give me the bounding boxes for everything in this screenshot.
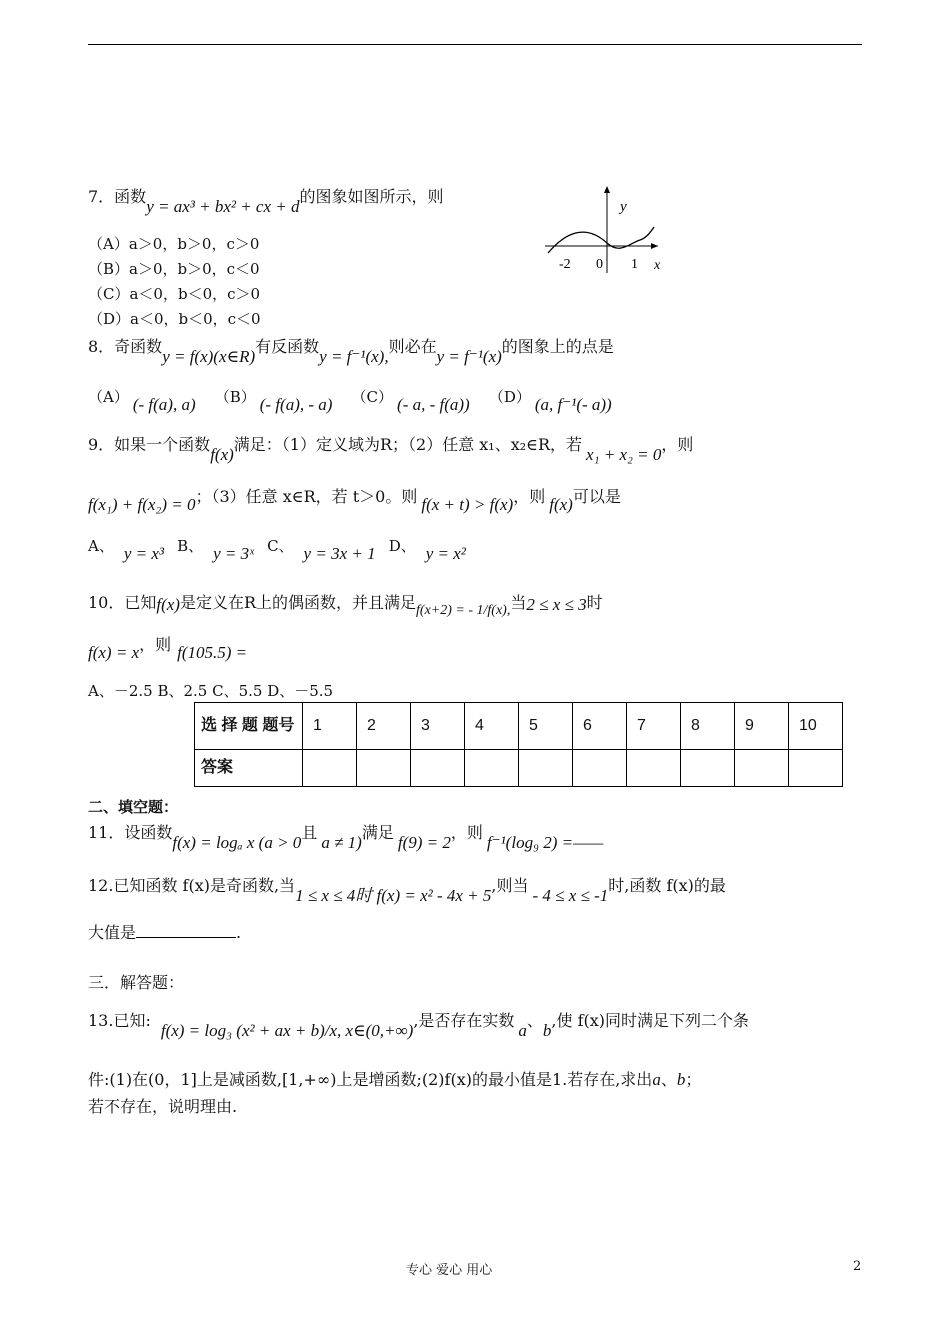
q12-mid: ,则当 [491,876,529,895]
answer-table-number: 1 [303,703,357,750]
q7-stem [88,184,444,216]
q9-prefix: 9．如果一个函数 [88,435,211,454]
q13-var-a: a [518,1021,527,1040]
q9-then: ，则 [661,435,694,454]
q9-option-c-label: C、 [267,537,294,555]
q10-options: A、－2.5 B、2.5 C、5.5 D、－5.5 [88,682,334,700]
q8-mid: 有反函数 [255,337,320,356]
answer-table-number: 10 [789,703,843,750]
q8-formula-3: y = f⁻¹(x) [436,347,502,366]
section-3-title: 三．解答题： [88,973,185,992]
q8-option-b: (- f(a), - a) [259,395,333,414]
q8-option-d-label: （D） [488,388,531,406]
q11-prefix: 11．设函数 [88,823,173,842]
graph-x-label: x [654,258,661,273]
q10-fx: f(x) [156,595,180,614]
q10-eq3: f(105.5) = [177,643,248,662]
answer-table-number: 3 [411,703,465,750]
section-2-title: 二、填空题： [88,798,179,816]
q13-var-b: b [542,1021,552,1040]
q11-stem [88,820,604,852]
q9-cond3: ；（3）任意 x∈R，若 t＞0。则 [195,487,418,506]
q9-fx2: f(x) [549,495,573,514]
q12-eq1: 1 ≤ x ≤ 4时 f(x) = x² - 4x + 5 [295,886,492,905]
q8-option-c: (- a, - f(a)) [397,395,470,414]
q13-suffix: ,使 f(x)同时满足下列二个条 [551,1011,750,1030]
q13-line2-a: a [652,1070,661,1089]
graph-tick-origin: 0 [596,257,603,272]
graph-y-label: y [620,199,627,215]
q9-stem-line1 [88,432,694,464]
q10-stem-line2 [88,632,248,662]
q11-satisfy: 满足 [361,823,394,842]
q9-then2: ，则 [513,487,546,506]
q10-mid: 是定义在R上的偶函数，并且满足 [179,593,417,612]
q12-line2: 大值是 [88,923,137,942]
q11-eq3: f⁻¹(log₉ 2) =—— [486,833,604,852]
answer-cell[interactable] [789,750,843,787]
q9-option-d-label: D、 [388,537,416,555]
q10-prefix: 10．已知 [88,593,157,612]
q11-eq2: f(9) = 2 [397,833,451,852]
answer-cell[interactable] [357,750,411,787]
q8-option-a: (- f(a), a) [132,395,196,414]
q12-prefix: 12.已知函数 f(x)是奇函数,当 [88,876,296,895]
q11-and: 且 [301,823,318,842]
q13-mid: ,是否存在实数 [413,1011,515,1030]
q11-cond: a ≠ 1) [321,833,362,852]
q8-stem [88,334,614,366]
q11-eq1: f(x) = logₐ x (a > 0 [172,833,302,852]
q8-suffix: 的图象上的点是 [501,337,614,356]
q12-suffix: 时,函数 f(x)的最 [608,876,726,895]
q7-option-d: （D）a＜0，b＜0，c＜0 [88,310,261,328]
q13-line2-b: b [676,1070,686,1089]
q9-fx: f(x) [210,445,234,464]
graph-tick-right: 1 [631,257,638,272]
q10-time: 时 [586,593,603,612]
q13-line2-sep: 、 [660,1070,677,1089]
q13-line2: 件:(1)在(0，1]上是减函数,[1,+∞)上是增函数;(2)f(x)的最小值是1.若存在,求出 [88,1070,653,1089]
page-number: 2 [853,1259,862,1274]
answer-table-number: 4 [465,703,519,750]
q13-stem-line3: 若不存在，说明理由. [88,1097,238,1116]
answer-cell[interactable] [411,750,465,787]
answer-table-header-row [195,703,843,750]
q12-answer-blank[interactable] [136,923,236,938]
q8-option-a-label: （A） [88,388,129,406]
q9-option-a: y = x³ [123,544,165,563]
q12-line2-end: . [236,923,242,942]
q8-option-c-label: （C） [351,388,394,406]
answer-table-number: 6 [573,703,627,750]
q9-tail: 可以是 [572,487,621,506]
header-rule [88,44,862,45]
q10-eq1: f(x+2) = - 1/f(x), [416,603,511,618]
q8-formula-2: y = f⁻¹(x), [319,347,389,366]
q9-option-a-label: A、 [88,537,114,555]
q13-stem-line1 [88,1008,750,1040]
q12-stem-line2 [88,920,241,943]
q13-line2-end: ； [685,1070,702,1089]
q7-suffix: 的图象如图所示，则 [299,187,444,206]
q13-formula: f(x) = log₃ (x² + ax + b)/x, x∈(0,+∞) [160,1021,414,1040]
answer-table-number: 7 [627,703,681,750]
q9-option-d: y = x² [425,544,466,563]
answer-cell[interactable] [465,750,519,787]
q12-stem-line1 [88,871,726,905]
answer-cell[interactable] [681,750,735,787]
q9-eq3: f(x + t) > f(x) [421,495,514,514]
q8-options [88,386,612,414]
q9-option-b-label: B、 [177,537,204,555]
answer-cell[interactable] [519,750,573,787]
graph-curve [548,227,654,253]
answer-table-answer-label: 答案 [195,750,303,787]
q8-prefix: 8．奇函数 [88,337,163,356]
q7-option-c: （C）a＜0，b＜0，c＞0 [88,285,261,303]
q7-graph [540,183,670,278]
q7-prefix: 7．函数 [88,187,147,206]
q13-sep: 、 [526,1011,543,1030]
q9-stem-line2 [88,484,621,514]
graph-x-arrow [651,243,658,249]
footer-motto: 专心 爱心 用心 [406,1263,493,1278]
q13-prefix: 13.已知: [88,1011,151,1030]
answer-cell[interactable] [573,750,627,787]
graph-tick-left: -2 [559,257,571,272]
q13-stem-line2 [88,1067,701,1090]
q9-option-b: y = 3ˣ [213,544,254,563]
q12-range: - 4 ≤ x ≤ -1 [532,886,609,905]
q11-then: ，则 [450,823,483,842]
answer-cell[interactable] [303,750,357,787]
q7-option-a: （A）a＞0，b＞0，c＞0 [88,235,260,253]
q9-eq2: f(x₁) + f(x₂) = 0 [88,495,196,514]
q10-then: ，则 [139,635,172,654]
q10-range: 2 ≤ x ≤ 3 [526,595,587,614]
q10-when: 当 [510,593,527,612]
answer-table [194,702,843,787]
q10-stem-line1 [88,590,603,618]
answer-table-number: 5 [519,703,573,750]
q9-cond1: 满足：（1）定义域为R；（2）任意 x₁、x₂∈R，若 [233,435,583,454]
answer-table-number: 8 [681,703,735,750]
q8-option-d: (a, f⁻¹(- a)) [534,395,612,414]
q8-formula-1: y = f(x)(x∈R) [162,347,256,366]
q9-options [88,535,466,563]
q7-formula: y = ax³ + bx² + cx + d [146,197,300,216]
q8-mid2: 则必在 [388,337,437,356]
q8-option-b-label: （B） [214,388,256,406]
answer-cell[interactable] [735,750,789,787]
answer-table-number: 2 [357,703,411,750]
graph-y-arrow [604,186,610,193]
answer-table-number: 9 [735,703,789,750]
q9-eq1: x₁ + x₂ = 0 [586,445,662,464]
q10-eq2: f(x) = x [88,643,140,662]
q9-option-c: y = 3x + 1 [303,544,376,563]
q7-option-b: （B）a＞0，b＞0，c＜0 [88,260,260,278]
answer-cell[interactable] [627,750,681,787]
answer-table-answer-row [195,750,843,787]
answer-table-header-label: 选 择 题 题号 [195,703,303,750]
